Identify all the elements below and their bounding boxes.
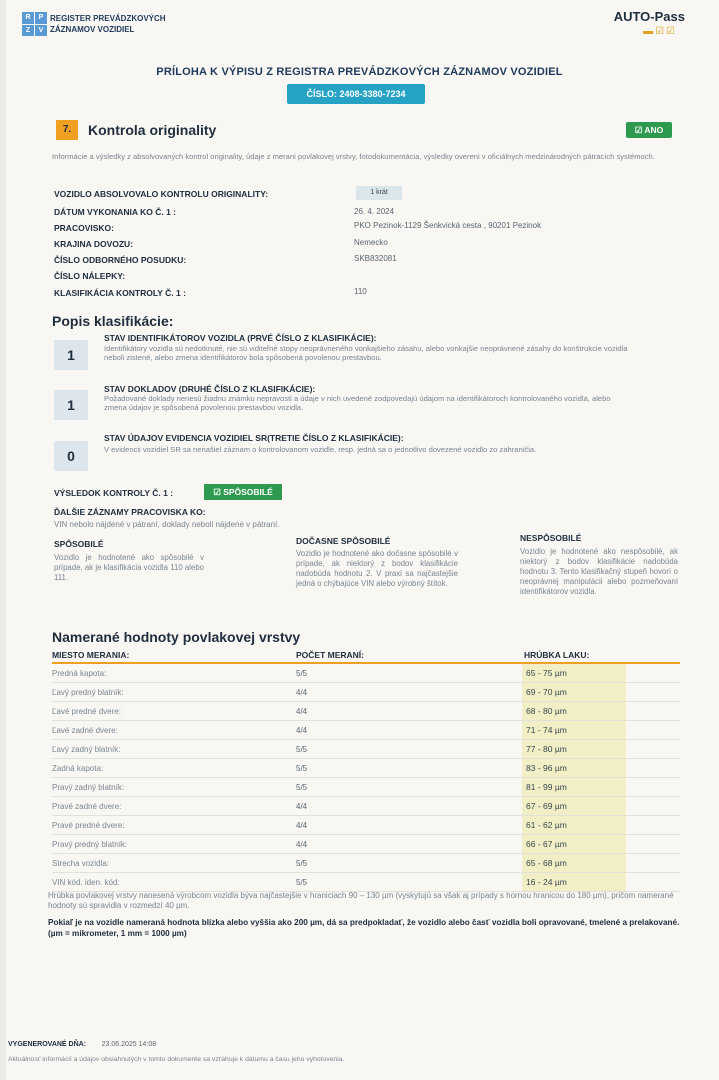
car-icon: ▬ [643, 26, 654, 37]
legend-temporary-text: Vozidlo je hodnotené ako dočasne spôsobilé v prípade, ak niektorý z bodov klasifikácie nadobúda hodnotu 2. V praxi sa najčastejšie jedná o chýbajúce VIN alebo výrobný štítok. [296, 549, 458, 588]
section-intro: Informácie a výsledky z absolvovaných kontrol originality, údaje z merani povlakovej vrstvy, fotodokumentácia, výsledky overeni v oficiálnych medzinárodných pátracích systémoch. [52, 152, 655, 161]
check-icon: ☑ [655, 26, 665, 37]
document-number: ČÍSLO: 2408-3380-7234 [287, 84, 425, 104]
brand-name: AUTO-Pass [613, 9, 685, 24]
legend-temporary-head: DOČASNE SPÔSOBILÉ [296, 536, 391, 546]
classification-digit: 0 [54, 441, 88, 471]
thickness-warning: Pokiaľ je na vozidle nameraná hodnota blízka alebo vyššia ako 200 µm, dá sa predpokladať, že vozidlo alebo časť vozidla boli opravované, tmelené a prelakované. (µm = mikrometer, 1 mm = 1000 µm) [48, 918, 680, 938]
document-title: PRÍLOHA K VÝPISU Z REGISTRA PREVÁDZKOVÝCH ZÁZNAMOV VOZIDIEL [156, 66, 563, 78]
status-badge: ☑ ANO [626, 122, 672, 138]
passed-label: VOZIDLO ABSOLVOVALO KONTROLU ORIGINALITY: [54, 189, 269, 199]
row-count: 4/4 [296, 688, 308, 697]
table-row [52, 721, 680, 740]
legend-unsuitable-head: NESPÔSOBILÉ [520, 533, 582, 543]
row-place: Strecha vozidla: [52, 859, 109, 868]
row-count: 5/5 [296, 783, 308, 792]
row-thickness: 65 - 75 µm [522, 664, 626, 683]
result-label: VÝSLEDOK KONTROLY Č. 1 : [54, 488, 174, 498]
row-place: Ľavé zadné dvere: [52, 726, 118, 735]
table-row [52, 702, 680, 721]
class-value: 110 [354, 287, 367, 296]
passed-value: 1 krát [356, 186, 402, 200]
section-number: 7. [56, 120, 78, 140]
check-icon: ☑ [666, 26, 675, 37]
row-thickness: 16 - 24 µm [522, 873, 626, 892]
row-place: Pravý zadný blatník: [52, 783, 125, 792]
row-count: 4/4 [296, 840, 308, 849]
logo-line-2: ZÁZNAMOV VOZIDIEL [50, 25, 135, 34]
register-logo-text [50, 13, 166, 35]
class-label: KLASIFIKÁCIA KONTROLY Č. 1 : [54, 288, 186, 298]
header-count: POČET MERANÍ: [296, 650, 364, 660]
header-place: MIESTO MERANIA: [52, 650, 130, 660]
table-row [52, 778, 680, 797]
row-place: VIN kód. iden. kód: [52, 878, 120, 887]
result-value: SPÔSOBILÉ [223, 487, 273, 497]
row-place: Ľavý predný blatník: [52, 688, 124, 697]
row-thickness: 71 - 74 µm [522, 721, 626, 740]
table-row [52, 759, 680, 778]
legend-suitable-head: SPÔSOBILÉ [54, 539, 104, 549]
table-row [52, 797, 680, 816]
status-badge-label: ANO [644, 125, 664, 135]
header-thickness: HRÚBKA LAKU: [524, 650, 590, 660]
report-value: SKB832081 [354, 254, 397, 263]
row-thickness: 68 - 80 µm [522, 702, 626, 721]
row-place: Ľavé predné dvere: [52, 707, 121, 716]
table-row [52, 854, 680, 873]
logo-letter: P [35, 12, 47, 24]
row-count: 5/5 [296, 878, 308, 887]
disclaimer: Aktuálnosť informácií a údajov obsiahnutých v tomto dokumente sa vzťahuje k dátumu a času jeho vyhotovenia. [8, 1056, 345, 1063]
row-count: 4/4 [296, 726, 308, 735]
date-value: 26. 4. 2024 [354, 207, 395, 216]
measurements-title: Namerané hodnoty povlakovej vrstvy [52, 629, 301, 645]
table-row [52, 683, 680, 702]
row-place: Ľavý zadný blatník: [52, 745, 121, 754]
logo-letter: Z [22, 25, 34, 37]
legend-suitable-text: Vozidlo je hodnotené ako spôsobilé v prípade, ak je klasifikácia vozidla 110 alebo 111. [54, 553, 204, 582]
classification-digit: 1 [54, 390, 88, 420]
row-count: 5/5 [296, 764, 308, 773]
generated-info [8, 1041, 156, 1048]
row-thickness: 81 - 99 µm [522, 778, 626, 797]
records-value: VIN nebolo nájdené v pátraní, doklady neboli nájdené v pátraní. [54, 520, 280, 529]
table-row [52, 835, 680, 854]
classification-item-title: STAV IDENTIFIKÁTOROV VOZIDLA (PRVÉ ČÍSLO Z KLASIFIKÁCIE): [104, 333, 377, 343]
table-row [52, 816, 680, 835]
sticker-label: ČÍSLO NÁLEPKY: [54, 271, 126, 281]
row-thickness: 69 - 70 µm [522, 683, 626, 702]
row-place: Predná kapota: [52, 669, 107, 678]
country-value: Nemecko [354, 238, 388, 247]
station-value: PKO Pezinok-1129 Šenkvická cesta , 90201 Pezinok [354, 221, 542, 230]
country-label: KRAJINA DOVOZU: [54, 239, 134, 249]
report-label: ČÍSLO ODBORNÉHO POSUDKU: [54, 255, 187, 265]
row-thickness: 61 - 62 µm [522, 816, 626, 835]
logo-letter: V [35, 25, 47, 37]
table-row [52, 873, 680, 892]
row-count: 4/4 [296, 821, 308, 830]
row-thickness: 77 - 80 µm [522, 740, 626, 759]
section-title: Kontrola originality [88, 122, 217, 138]
date-label: DÁTUM VYKONANIA KO Č. 1 : [54, 207, 176, 217]
row-place: Zadná kapota: [52, 764, 104, 773]
table-row [52, 664, 680, 683]
logo-letter: R [22, 12, 34, 24]
classification-item-desc: V evidencii vozidiel SR sa nenašiel záznam o kontrolovanom vozidle, resp. jedná sa o jednotlivo dovezené vozidlo zo zahraničia. [104, 445, 537, 454]
row-place: Pravý predný blatník: [52, 840, 128, 849]
row-count: 5/5 [296, 745, 308, 754]
legend-unsuitable-text: Vozidlo je hodnotené ako nespôsobilé, ak niektorý z bodov klasifikácie nadobúda hodnotu 3. Tento klasifikačný stupeň hovorí o neoprávnej manipulácii alebo pozmeňovaní identifikátorov vozidla. [520, 547, 678, 596]
classification-item-title: STAV DOKLADOV (DRUHÉ ČÍSLO Z KLASIFIKÁCIE): [104, 384, 316, 394]
classification-item-desc: Požadované doklady nenesú žiadnu známku nepravosti a údaje v nich uvedené zodpovedajú údajom na identifikátoroch kontrolovaného vozidla, alebo zmena údajov je spôsobená povolenou prestavbou vozidla. [104, 394, 611, 412]
classification-title: Popis klasifikácie: [52, 313, 174, 329]
row-thickness: 83 - 96 µm [522, 759, 626, 778]
row-thickness: 66 - 67 µm [522, 835, 626, 854]
classification-digit: 1 [54, 340, 88, 370]
row-count: 5/5 [296, 669, 308, 678]
row-count: 4/4 [296, 707, 308, 716]
generated-value: 23.06.2025 14:08 [101, 1041, 157, 1048]
classification-item-desc: Identifikátory vozidla sú nedotknuté, nie sú viditeľné stopy neoprávneného vonkajšieho zásahu, alebo vonkajšie neoprávnené zásahy do konštrukcie vozidla neboli zistené, alebo zmena identifikátorov bola spôsobená povolenou prestavbou. [104, 344, 628, 362]
result-badge: ☑ SPÔSOBILÉ [204, 484, 282, 500]
generated-label: VYGENEROVANÉ DŇA: [8, 1041, 87, 1048]
row-thickness: 67 - 69 µm [522, 797, 626, 816]
brand-icons [643, 26, 675, 37]
thickness-note: Hrúbka povlakovej vrstvy nanesená výrobcom vozidla býva najčastejšie v hraniciach 90 – 130 µm (vyskytujú sa však aj prípady s hornou hranicou do 180 µm), pričom namerané hodnoty sú spravidla v rozmedzí 40 µm. [48, 891, 674, 910]
row-count: 4/4 [296, 802, 308, 811]
register-logo [22, 12, 46, 36]
row-place: Pravé zadné dvere: [52, 802, 122, 811]
station-label: PRACOVISKO: [54, 223, 114, 233]
table-row [52, 740, 680, 759]
logo-line-1: REGISTER PREVÁDZKOVÝCH [50, 14, 166, 23]
records-label: ĎALŠIE ZÁZNAMY PRACOVISKA KO: [54, 507, 206, 517]
row-thickness: 65 - 68 µm [522, 854, 626, 873]
row-place: Pravé predné dvere: [52, 821, 125, 830]
classification-item-title: STAV ÚDAJOV EVIDENCIA VOZIDIEL SR(TRETIE ČÍSLO Z KLASIFIKÁCIE): [104, 433, 404, 443]
row-count: 5/5 [296, 859, 308, 868]
